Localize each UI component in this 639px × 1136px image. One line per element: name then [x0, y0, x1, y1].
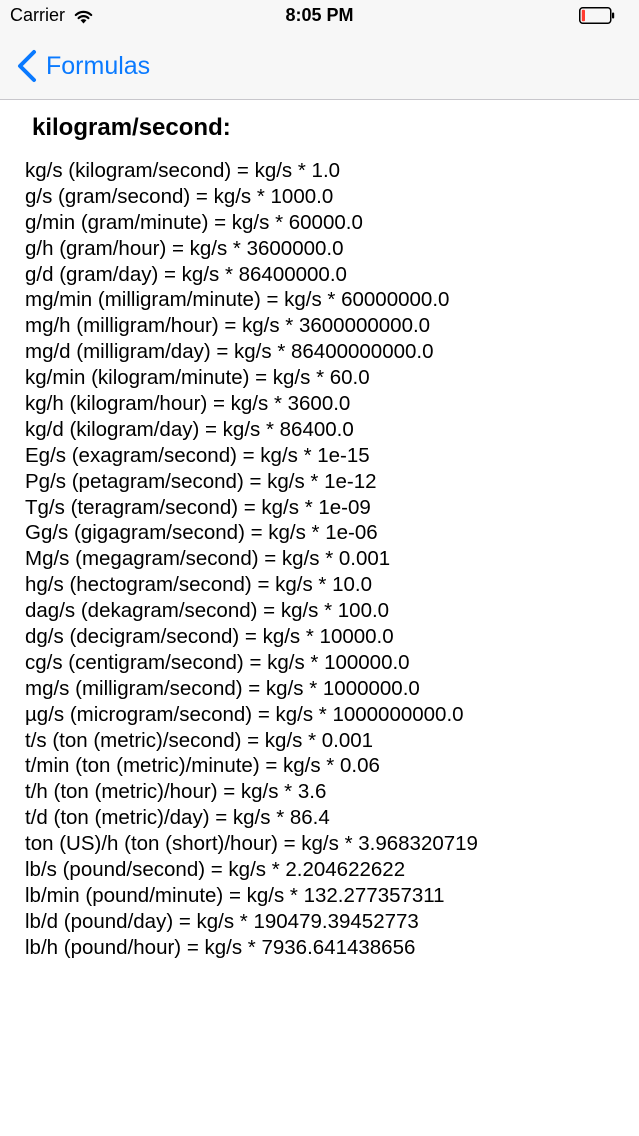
formula-item: g/d (gram/day) = kg/s * 86400000.0: [25, 262, 347, 286]
formula-item: Pg/s (petagram/second) = kg/s * 1e-12: [25, 469, 377, 493]
formula-item: Mg/s (megagram/second) = kg/s * 0.001: [25, 547, 391, 571]
formula-item: Gg/s (gigagram/second) = kg/s * 1e-06: [25, 521, 378, 545]
formula-item: µg/s (microgram/second) = kg/s * 1000000000.0: [25, 702, 464, 726]
formula-item: kg/min (kilogram/minute) = kg/s * 60.0: [25, 366, 370, 390]
carrier-label: Carrier: [10, 5, 66, 25]
formula-item: Tg/s (teragram/second) = kg/s * 1e-09: [25, 495, 371, 519]
back-button[interactable]: [16, 48, 150, 84]
formula-list: [25, 158, 478, 961]
navigation-bar: [0, 32, 639, 100]
back-button-label: Formulas: [46, 51, 151, 80]
formula-item: g/s (gram/second) = kg/s * 1000.0: [25, 184, 334, 208]
formula-item: kg/h (kilogram/hour) = kg/s * 3600.0: [25, 392, 351, 416]
formula-item: lb/s (pound/second) = kg/s * 2.204622622: [25, 858, 406, 882]
page-title: kilogram/second:: [32, 114, 231, 141]
status-time: 8:05 PM: [285, 5, 354, 25]
chevron-left-icon: [16, 49, 38, 83]
formula-item: lb/d (pound/day) = kg/s * 190479.39452773: [25, 909, 419, 933]
formula-item: g/h (gram/hour) = kg/s * 3600000.0: [25, 236, 344, 260]
formula-item: ton (US)/h (ton (short)/hour) = kg/s * 3.968320719: [25, 832, 478, 856]
formula-item: mg/s (milligram/second) = kg/s * 1000000.0: [25, 676, 420, 700]
formula-item: lb/h (pound/hour) = kg/s * 7936.641438656: [25, 935, 416, 959]
formula-item: kg/s (kilogram/second) = kg/s * 1.0: [25, 159, 341, 182]
formula-item: hg/s (hectogram/second) = kg/s * 10.0: [25, 573, 372, 597]
formula-item: lb/min (pound/minute) = kg/s * 132.277357311: [25, 883, 445, 907]
formula-item: kg/d (kilogram/day) = kg/s * 86400.0: [25, 417, 354, 441]
formula-item: t/s (ton (metric)/second) = kg/s * 0.001: [25, 728, 374, 752]
formula-item: t/d (ton (metric)/day) = kg/s * 86.4: [25, 806, 330, 830]
formula-item: Eg/s (exagram/second) = kg/s * 1e-15: [25, 443, 370, 467]
formula-item: t/min (ton (metric)/minute) = kg/s * 0.06: [25, 754, 380, 778]
formula-item: t/h (ton (metric)/hour) = kg/s * 3.6: [25, 780, 327, 804]
formula-item: dg/s (decigram/second) = kg/s * 10000.0: [25, 625, 394, 649]
formula-item: dag/s (dekagram/second) = kg/s * 100.0: [25, 599, 390, 623]
formula-item: mg/d (milligram/day) = kg/s * 86400000000.0: [25, 340, 434, 364]
formula-item: g/min (gram/minute) = kg/s * 60000.0: [25, 210, 363, 234]
formula-item: mg/min (milligram/minute) = kg/s * 60000000.0: [25, 288, 450, 312]
formula-item: mg/h (milligram/hour) = kg/s * 3600000000.0: [25, 314, 431, 338]
battery-icon: [579, 7, 615, 24]
formula-item: cg/s (centigram/second) = kg/s * 100000.0: [25, 650, 410, 674]
status-bar: [0, 0, 639, 32]
